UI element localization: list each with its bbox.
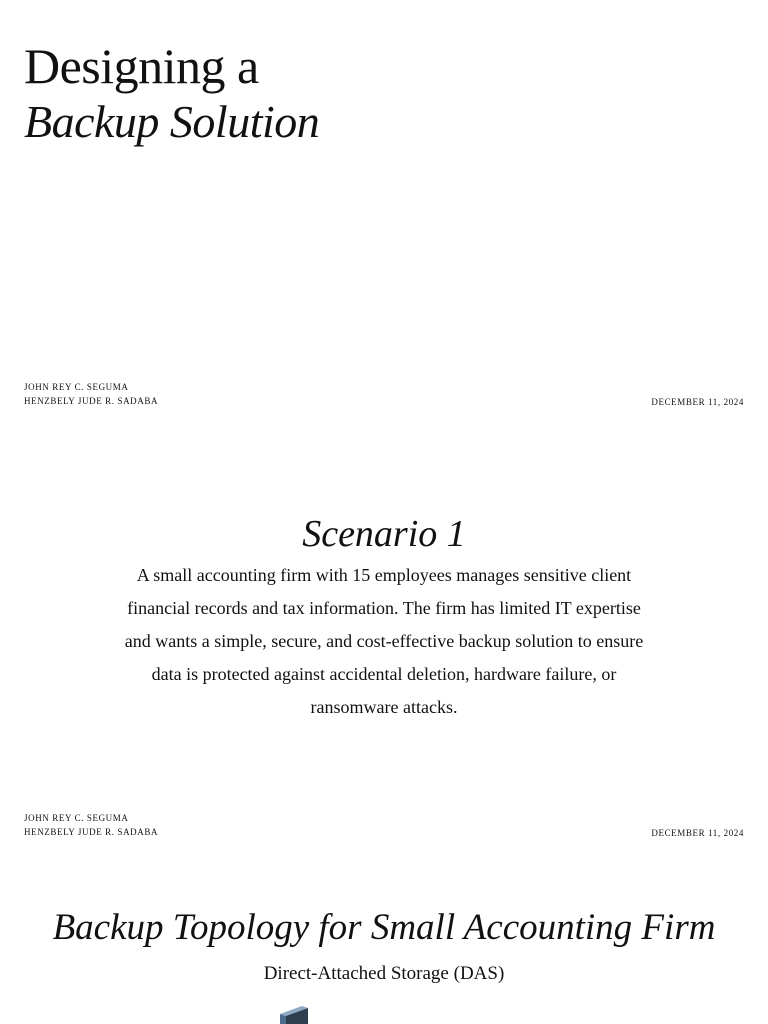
- author-name: HENZBELY JUDE R. SADABA: [24, 396, 159, 406]
- author-name: HENZBELY JUDE R. SADABA: [24, 827, 159, 837]
- presentation-date: DECEMBER 11, 2024: [651, 828, 744, 838]
- author-name: JOHN REY C. SEGUMA: [24, 382, 129, 392]
- presentation-title-line-2: Backup Solution: [24, 96, 320, 147]
- scenario-description: A small accounting firm with 15 employees manages sensitive client financial records and tax information. The firm has limited IT expertise and wants a simple, secure, and cost-effective backup solution to ensure data is protected against accidental deletion, hardware failure, or ransomware attacks.: [124, 565, 644, 717]
- scenario-slide: [0, 430, 768, 862]
- author-list: [24, 380, 158, 408]
- topology-title: Backup Topology for Small Accounting Firm: [52, 907, 716, 948]
- storage-device-icon: [278, 1004, 314, 1024]
- topology-slide: [0, 862, 768, 1024]
- topology-subtitle: Direct-Attached Storage (DAS): [263, 963, 505, 984]
- title-slide: [0, 0, 768, 430]
- presentation-date: DECEMBER 11, 2024: [651, 397, 744, 407]
- presentation-title-line-1: Designing a: [24, 38, 259, 94]
- author-list: [24, 811, 158, 839]
- author-name: JOHN REY C. SEGUMA: [24, 813, 129, 823]
- scenario-title: Scenario 1: [302, 513, 466, 555]
